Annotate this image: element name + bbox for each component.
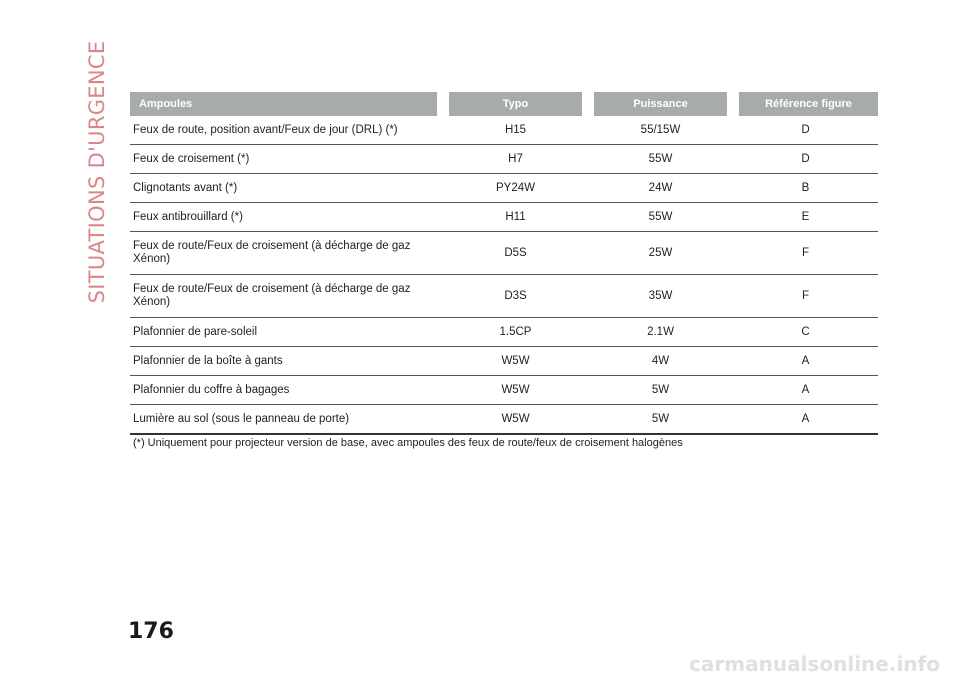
table-row <box>130 275 878 318</box>
cell-figure: F <box>733 232 878 275</box>
cell-type: W5W <box>443 405 588 435</box>
cell-bulb: Feux de route/Feux de croisement (à décharge de gaz Xénon) <box>130 232 443 275</box>
watermark: carmanualsonline.info <box>689 652 940 676</box>
table-row <box>130 232 878 275</box>
header-puissance: Puissance <box>588 92 733 116</box>
cell-power: 35W <box>588 275 733 318</box>
cell-power: 24W <box>588 174 733 203</box>
cell-type: W5W <box>443 376 588 405</box>
cell-bulb: Lumière au sol (sous le panneau de porte) <box>130 405 443 435</box>
cell-bulb: Feux de route, position avant/Feux de jour (DRL) (*) <box>130 116 443 145</box>
section-title-text: SITUATIONS D'URGENCE <box>85 40 109 304</box>
cell-bulb: Feux de croisement (*) <box>130 145 443 174</box>
cell-power: 55/15W <box>588 116 733 145</box>
table-row <box>130 347 878 376</box>
cell-power: 5W <box>588 376 733 405</box>
table-row <box>130 318 878 347</box>
cell-type: D5S <box>443 232 588 275</box>
cell-bulb: Feux de route/Feux de croisement (à décharge de gaz Xénon) <box>130 275 443 318</box>
table-row <box>130 376 878 405</box>
cell-type: H15 <box>443 116 588 145</box>
table-row <box>130 203 878 232</box>
cell-type: 1.5CP <box>443 318 588 347</box>
header-ampoules: Ampoules <box>130 92 443 116</box>
table-header-row <box>130 92 878 116</box>
cell-power: 2.1W <box>588 318 733 347</box>
cell-type: H11 <box>443 203 588 232</box>
section-title <box>82 40 112 304</box>
cell-bulb: Plafonnier de la boîte à gants <box>130 347 443 376</box>
cell-bulb: Plafonnier du coffre à bagages <box>130 376 443 405</box>
footnote: (*) Uniquement pour projecteur version de base, avec ampoules des feux de route/feux de croisement halogènes <box>133 437 683 449</box>
cell-figure: B <box>733 174 878 203</box>
cell-figure: C <box>733 318 878 347</box>
bulb-table <box>130 92 878 435</box>
cell-power: 55W <box>588 203 733 232</box>
page-number: 176 <box>128 619 174 644</box>
cell-figure: E <box>733 203 878 232</box>
cell-figure: F <box>733 275 878 318</box>
table-row <box>130 145 878 174</box>
cell-type: H7 <box>443 145 588 174</box>
cell-bulb: Feux antibrouillard (*) <box>130 203 443 232</box>
cell-bulb: Plafonnier de pare-soleil <box>130 318 443 347</box>
cell-type: PY24W <box>443 174 588 203</box>
cell-power: 55W <box>588 145 733 174</box>
cell-type: D3S <box>443 275 588 318</box>
table-row <box>130 116 878 145</box>
table-row <box>130 405 878 435</box>
cell-bulb: Clignotants avant (*) <box>130 174 443 203</box>
cell-figure: D <box>733 116 878 145</box>
header-reference-figure: Référence figure <box>733 92 878 116</box>
table-row <box>130 174 878 203</box>
cell-power: 4W <box>588 347 733 376</box>
cell-figure: A <box>733 376 878 405</box>
cell-power: 25W <box>588 232 733 275</box>
cell-figure: D <box>733 145 878 174</box>
header-typo: Typo <box>443 92 588 116</box>
cell-figure: A <box>733 405 878 435</box>
cell-type: W5W <box>443 347 588 376</box>
cell-figure: A <box>733 347 878 376</box>
cell-power: 5W <box>588 405 733 435</box>
